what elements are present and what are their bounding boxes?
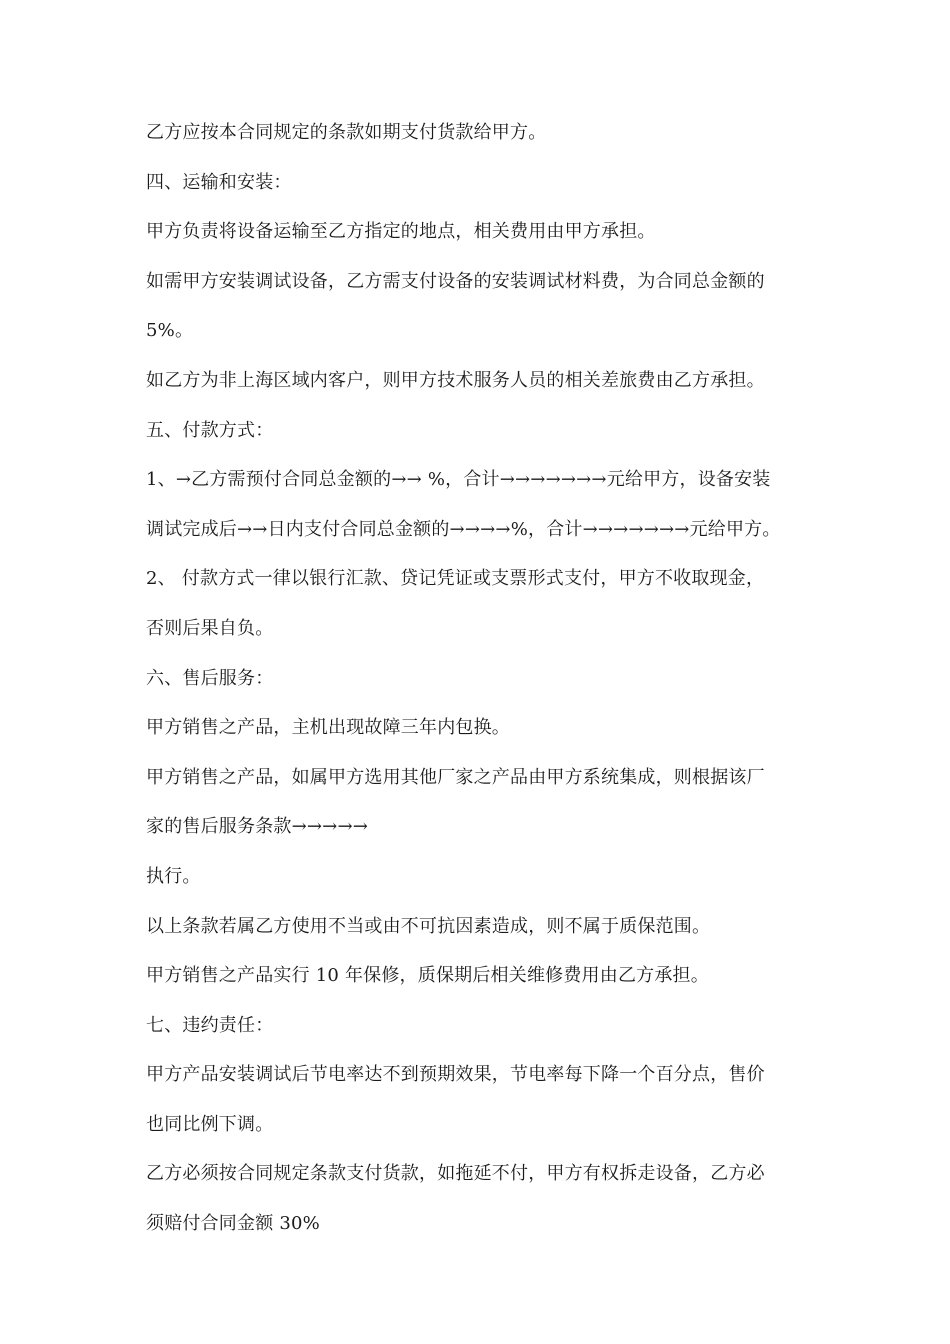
paragraph-third-party-end: 执行。 xyxy=(146,865,201,887)
section-heading-liability: 七、违约责任： xyxy=(146,1014,274,1036)
paragraph-third-party-cont: 家的售后服务条款→→→→→ xyxy=(146,816,369,838)
paragraph-warranty-period: 甲方销售之产品实行 10 年保修，质保期后相关维修费用由乙方承担。 xyxy=(146,965,709,987)
paragraph-replacement: 甲方销售之产品，主机出现故障三年内包换。 xyxy=(146,717,510,739)
paragraph-prepayment: 1、→乙方需预付合同总金额的→→ %，合计→→→→→→→元给甲方，设备安装 xyxy=(146,469,771,491)
paragraph-payment-method-cont: 否则后果自负。 xyxy=(146,617,274,639)
paragraph-efficiency: 甲方产品安装调试后节电率达不到预期效果，节电率每下降一个百分点，售价 xyxy=(146,1064,765,1086)
paragraph-installation-fee: 如需甲方安装调试设备，乙方需支付设备的安装调试材料费，为合同总金额的 xyxy=(146,270,765,292)
document-body xyxy=(146,108,826,1249)
section-heading-after-sales: 六、售后服务： xyxy=(146,667,274,689)
paragraph-efficiency-cont: 也同比例下调。 xyxy=(146,1113,274,1135)
paragraph-installation-fee-cont: 5%。 xyxy=(146,320,194,342)
paragraph-third-party: 甲方销售之产品，如属甲方选用其他厂家之产品由甲方系统集成，则根据该厂 xyxy=(146,766,765,788)
paragraph-default-cont: 须赔付合同金额 30% xyxy=(146,1213,320,1235)
paragraph-payment-obligation: 乙方应按本合同规定的条款如期支付货款给甲方。 xyxy=(146,122,547,143)
section-heading-transport: 四、运输和安装： xyxy=(146,171,292,193)
paragraph-travel-expense: 如乙方为非上海区域内客户，则甲方技术服务人员的相关差旅费由乙方承担。 xyxy=(146,369,765,391)
paragraph-warranty-exclusion: 以上条款若属乙方使用不当或由不可抗因素造成，则不属于质保范围。 xyxy=(146,915,711,937)
paragraph-prepayment-cont: 调试完成后→→日内支付合同总金额的→→→→%，合计→→→→→→→元给甲方。 xyxy=(146,518,781,540)
section-heading-payment: 五、付款方式： xyxy=(146,419,274,441)
paragraph-payment-method: 2、 付款方式一律以银行汇款、贷记凭证或支票形式支付，甲方不收取现金， xyxy=(146,568,765,590)
paragraph-transport-cost: 甲方负责将设备运输至乙方指定的地点，相关费用由甲方承担。 xyxy=(146,221,656,243)
paragraph-default: 乙方必须按合同规定条款支付货款，如拖延不付，甲方有权拆走设备，乙方必 xyxy=(146,1163,765,1185)
